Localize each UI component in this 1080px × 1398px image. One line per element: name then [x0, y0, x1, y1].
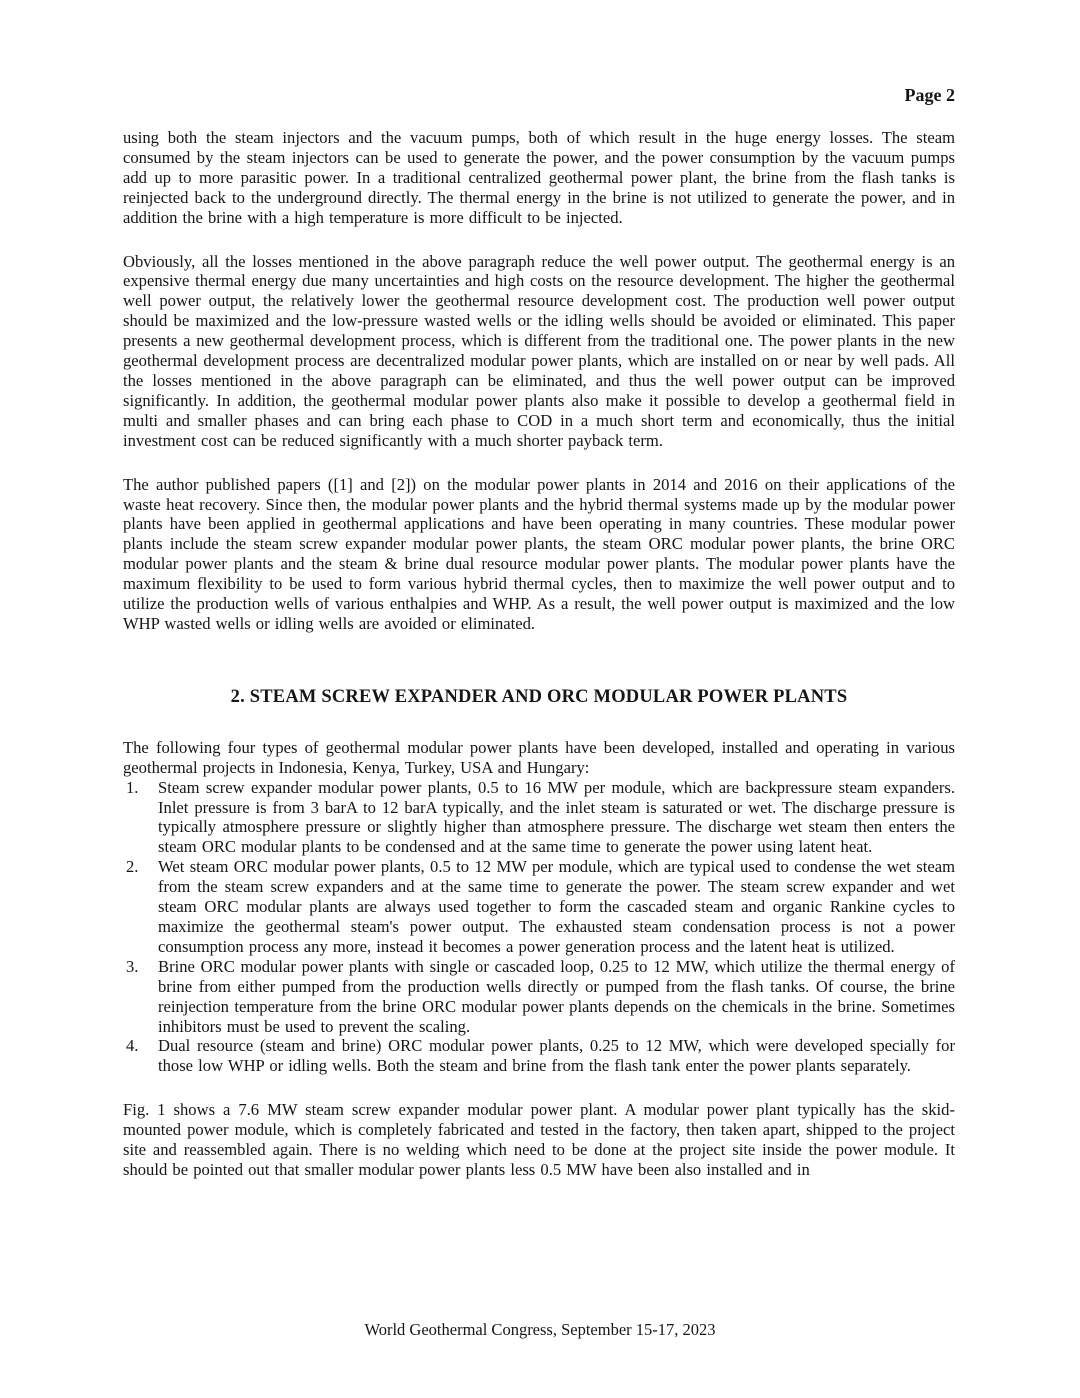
numbered-list: [123, 778, 955, 1077]
paragraph-3: The author published papers ([1] and [2]) on the modular power plants in 2014 and 2016 on their applications of the waste heat recovery. Since then, the modular power plants and the hybrid thermal systems made up by the modular power plants have been applied in geothermal applications and have been operating in many countries. These modular power plants include the steam screw expander modular power plants, the steam ORC modular power plants, the brine ORC modular power plants and the steam & brine dual resource modular power plants. The modular power plants have the maximum flexibility to be used to form various hybrid thermal cycles, then to maximize the well power output and to utilize the production wells of various enthalpies and WHP. As a result, the well power output is maximized and the low WHP wasted wells or idling wells are avoided or eliminated.: [123, 474, 955, 633]
list-item-4: [123, 1036, 955, 1076]
paragraph-1: using both the steam injectors and the vacuum pumps, both of which result in the huge energy losses. The steam consumed by the steam injectors can be used to generate the power, and the power consumption by the vacuum pumps add up to more parasitic power. In a traditional centralized geothermal power plant, the brine from the flash tanks is reinjected back to the underground directly. The thermal energy in the brine is not utilized to generate the power, and in addition the brine with a high temperature is more difficult to be injected.: [123, 128, 955, 227]
footer-text: World Geothermal Congress, September 15-17, 2023: [364, 1320, 716, 1339]
page-content: [123, 84, 955, 1180]
list-item-1: [123, 778, 955, 858]
list-item-2: [123, 857, 955, 957]
paragraph-2: Obviously, all the losses mentioned in the above paragraph reduce the well power output. The geothermal energy is an expensive thermal energy due many uncertainties and high costs on the resource development. The higher the geothermal well power output, the relatively lower the geothermal resource development cost. The production well power output should be maximized and the low-pressure wasted wells or the idling wells should be avoided or eliminated. This paper presents a new geothermal development process, which is different from the traditional one. The power plants in the new geothermal development process are decentralized modular power plants, which are installed on or near by well pads. All the losses mentioned in the above paragraph can be eliminated, and thus the well power output can be improved significantly. In addition, the geothermal modular power plants also make it possible to develop a geothermal field in multi and smaller phases and can bring each phase to COD in a much short term and economically, thus the initial investment cost can be reduced significantly with a much shorter payback term.: [123, 251, 955, 450]
page-number: Page 2: [904, 85, 955, 105]
list-intro: The following four types of geothermal modular power plants have been developed, installed and operating in various geothermal projects in Indonesia, Kenya, Turkey, USA and Hungary:: [123, 737, 955, 777]
list-item-1-number: 1.: [126, 777, 139, 797]
list-item-2-number: 2.: [126, 857, 139, 877]
paragraph-closing: Fig. 1 shows a 7.6 MW steam screw expander modular power plant. A modular power plant typically has the skid-mounted power module, which is completely fabricated and tested in the factory, then taken apart, shipped to the project site and reassembled again. There is no welding which need to be done at the project site inside the power module. It should be pointed out that smaller modular power plants less 0.5 MW have been also installed and in: [123, 1100, 955, 1179]
list-item-2-text: Wet steam ORC modular power plants, 0.5 to 12 MW per module, which are typical used to condense the wet steam from the steam screw expanders and at the same time to generate the power. The steam screw expander and wet steam ORC modular plants are always used together to form the cascaded steam and organic Rankine cycles to maximize the geothermal steam's power output. The exhausted steam condensation process is not a power consumption process any more, instead it becomes a power generation process and the latent heat is utilized.: [158, 857, 955, 956]
list-item-4-number: 4.: [126, 1036, 139, 1056]
list-item-3-number: 3.: [126, 956, 139, 976]
list-item-4-text: Dual resource (steam and brine) ORC modular power plants, 0.25 to 12 MW, which were developed specially for those low WHP or idling wells. Both the steam and brine from the flash tank enter the power plants separately.: [158, 1036, 955, 1076]
list-item-1-text: Steam screw expander modular power plants, 0.5 to 16 MW per module, which are backpressure steam expanders. Inlet pressure is from 3 barA to 12 barA typically, and the inlet steam is saturated or wet. The discharge pressure is typically atmosphere pressure or slightly higher than atmosphere pressure. The discharge wet steam then enters the steam ORC modular plants to be condensed and at the same time to generate the power using latent heat.: [158, 777, 955, 857]
section-heading: 2. STEAM SCREW EXPANDER AND ORC MODULAR POWER PLANTS: [230, 686, 848, 707]
list-item-3-text: Brine ORC modular power plants with single or cascaded loop, 0.25 to 12 MW, which utilize the thermal energy of brine from either pumped from the production wells directly or pumped from the flash tanks. Of course, the brine reinjection temperature from the brine ORC modular power plants depends on the chemicals in the brine. Sometimes inhibitors must be used to prevent the scaling.: [158, 956, 955, 1036]
list-item-3: [123, 957, 955, 1037]
